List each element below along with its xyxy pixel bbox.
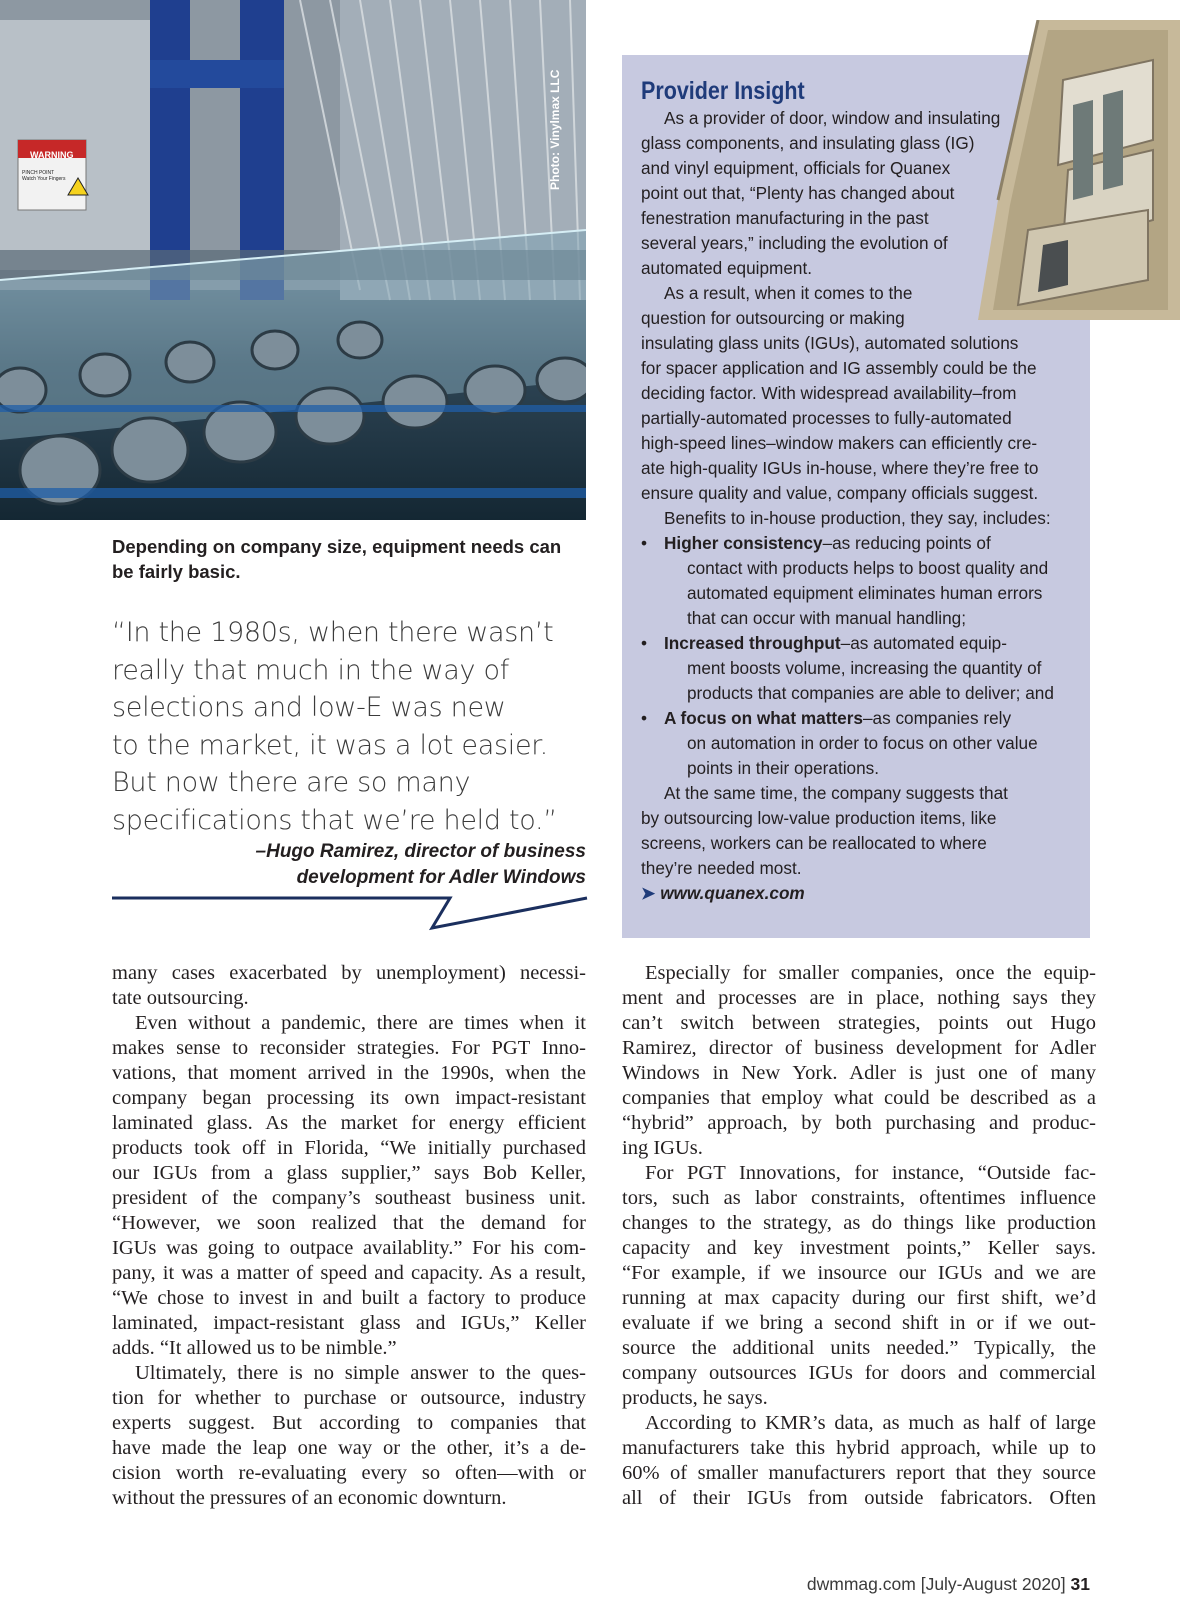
sidebar-text-line: question for outsourcing or making: [641, 308, 905, 328]
sidebar-text-line: partially-automated processes to fully-automated: [641, 408, 1012, 428]
body-text-line: laminated, impact-resistant glass and IGUs,” Keller: [112, 1312, 586, 1334]
photo-caption: Depending on company size, equipment needs can be fairly basic.: [112, 536, 562, 582]
sidebar-text-line: for spacer application and IG assembly could be the: [641, 358, 1037, 378]
body-text-line: laminated glass. As the market for energy efficient: [112, 1112, 586, 1134]
bullet-marker: •: [641, 633, 648, 653]
body-text-line: evaluate if we bring a second shift in or if we out-: [622, 1312, 1096, 1334]
benefit-bullet: [641, 631, 1079, 706]
body-text-line: manufacturers take this hybrid approach, while up to: [622, 1437, 1096, 1459]
footer-issue: [July-August 2020]: [920, 1574, 1066, 1594]
body-text-line: products took off in Florida, “We initially purchased: [112, 1137, 586, 1159]
sidebar-text-line: Benefits to in-house production, they say, includes:: [664, 508, 1051, 528]
body-text-line: president of the company’s southeast business unit.: [112, 1187, 586, 1209]
bullet-text-line: points in their operations.: [687, 758, 880, 778]
sidebar-text-line: high-speed lines–window makers can efficiently cre-: [641, 433, 1038, 453]
body-text-line: have made the leap one way or the other, it’s a de-: [112, 1437, 586, 1459]
body-text-line: companies that employ what could be described as a: [622, 1087, 1096, 1109]
body-text-line: changes to the strategy, as do things like production: [622, 1212, 1096, 1234]
sidebar-text-line: and vinyl equipment, officials for Quanex: [641, 158, 951, 178]
factory-machine-illustration: [0, 0, 586, 520]
sidebar-text-line: point out that, “Plenty has changed about: [641, 183, 955, 203]
body-text-line: “hybrid” approach, by both purchasing and produc-: [622, 1112, 1096, 1134]
body-column-left: [112, 961, 586, 1511]
warning-label: WARNING: [30, 150, 74, 160]
body-text-line: all of their IGUs from outside fabricators. Often: [622, 1487, 1096, 1509]
body-text-line: pany, it was a matter of speed and capacity. As a result,: [112, 1262, 586, 1284]
page-footer: [700, 1574, 1090, 1595]
sidebar-text-line: As a provider of door, window and insulating: [664, 108, 1001, 128]
attribution-line: –Hugo Ramirez, director of business: [255, 841, 586, 862]
bullet-text-line: products that companies are able to deliver; and: [687, 683, 1054, 703]
body-text-line: capacity and key investment points,” Keller says.: [622, 1237, 1096, 1259]
body-text-line: “We chose to invest in and built a factory to produce: [112, 1287, 586, 1309]
bullet-text: –as reducing points of: [822, 533, 991, 553]
body-text-line: company outsources IGUs for doors and commercial: [622, 1362, 1096, 1384]
quanex-link[interactable]: [641, 881, 1079, 906]
window-frame-profile-icon: [968, 20, 1180, 320]
body-text-line: can’t switch between strategies, points out Hugo: [622, 1012, 1096, 1034]
sidebar-title: Provider Insight: [641, 77, 805, 105]
pull-quote-line: specifications that we’re held to.”: [112, 804, 557, 836]
bullet-marker: •: [641, 533, 648, 553]
body-text-line: Ultimately, there is no simple answer to the ques-: [135, 1362, 586, 1384]
pull-quote-line: to the market, it was a lot easier.: [112, 729, 548, 761]
pull-quote-attribution: [180, 839, 586, 891]
bullet-heading: A focus on what matters: [664, 708, 863, 728]
bullet-text: –as automated equip-: [840, 633, 1007, 653]
body-text-line: IGUs was going to outpace availablity.” For his com-: [112, 1237, 586, 1259]
body-text-line: Ramirez, director of business development for Adler: [622, 1037, 1096, 1059]
body-text-line: ing IGUs.: [622, 1137, 703, 1159]
body-text-line: vations, that moment arrived in the 1990s, when the: [112, 1062, 586, 1084]
pull-quote-line: But now there are so many: [112, 767, 471, 798]
pull-quote-line: selections and low-E was new: [112, 692, 506, 723]
factory-photo: [0, 0, 586, 520]
body-text-line: For PGT Innovations, for instance, “Outside fac-: [645, 1162, 1096, 1184]
sidebar-text-line: fenestration manufacturing in the past: [641, 208, 929, 228]
body-text-line: many cases exacerbated by unemployment) necessi-: [112, 962, 586, 984]
benefit-bullet: [641, 706, 1079, 781]
body-text-line: tion for whether to purchase or outsource, industry: [112, 1387, 586, 1409]
bullet-text-line: on automation in order to focus on other value: [687, 733, 1038, 753]
body-text-line: Windows in New York. Adler is just one of many: [622, 1062, 1096, 1084]
body-text-line: makes sense to reconsider strategies. For PGT Inno-: [112, 1037, 586, 1059]
bullet-text-line: automated equipment eliminates human errors: [687, 583, 1043, 603]
sidebar-text-line: ensure quality and value, company officials suggest.: [641, 483, 1039, 503]
sidebar-text-line: glass components, and insulating glass (IG): [641, 133, 975, 153]
body-text-line: without the pressures of an economic downturn.: [112, 1487, 507, 1509]
sidebar-text-line: ate high-quality IGUs in-house, where they’re free to: [641, 458, 1039, 478]
sidebar-text-line: by outsourcing low-value production items, like: [641, 808, 997, 828]
body-text-line: Especially for smaller companies, once the equip-: [645, 962, 1096, 984]
speech-bubble-rule: [112, 895, 588, 935]
sidebar-text-line: screens, workers can be reallocated to where: [641, 833, 987, 853]
bullet-text-line: contact with products helps to boost quality and: [687, 558, 1049, 578]
body-text-line: cision worth re-evaluating every so often—with or: [112, 1462, 586, 1484]
bullet-text-line: that can occur with manual handling;: [687, 608, 966, 628]
photo-credit: Photo: Vinylmax LLC: [548, 69, 562, 190]
sidebar-text-line: several years,” including the evolution of: [641, 233, 948, 253]
body-text-line: experts suggest. But according to companies that: [112, 1412, 586, 1434]
bullet-text: –as companies rely: [862, 708, 1012, 728]
benefit-bullet: [641, 531, 1079, 631]
body-text-line: ment and processes are in place, nothing says they: [622, 987, 1096, 1009]
arrow-right-icon: ➤: [641, 883, 656, 903]
bullet-marker: •: [641, 708, 648, 728]
pull-quote-line: “In the 1980s, when there wasn’t: [112, 617, 554, 648]
body-text-line: 60% of smaller manufacturers report that they source: [622, 1462, 1096, 1484]
body-text-line: company began processing its own impact-resistant: [112, 1087, 586, 1109]
sidebar-text-line: automated equipment.: [641, 258, 813, 278]
sidebar-text-line: they’re needed most.: [641, 858, 802, 878]
quanex-link-text[interactable]: www.quanex.com: [660, 883, 805, 903]
body-text-line: According to KMR’s data, as much as half of large: [645, 1412, 1096, 1434]
body-text-line: running at max capacity during our first shift, we’d: [622, 1287, 1096, 1309]
body-text-line: tate outsourcing.: [112, 987, 249, 1009]
sidebar-text-line: insulating glass units (IGUs), automated solutions: [641, 333, 1019, 353]
sidebar-text-line: At the same time, the company suggests that: [664, 783, 1008, 803]
warning-text: PINCH POINT Watch Your Fingers: [22, 170, 66, 182]
body-text-line: our IGUs from a glass supplier,” says Bob Keller,: [112, 1162, 586, 1184]
pull-quote: [112, 614, 588, 839]
sidebar-text-line: As a result, when it comes to the: [664, 283, 913, 303]
bullet-heading: Higher consistency: [664, 533, 823, 553]
body-text-line: tors, such as labor constraints, oftentimes influence: [622, 1187, 1096, 1209]
body-text-line: source the additional units needed.” Typically, the: [622, 1337, 1096, 1359]
bullet-text-line: ment boosts volume, increasing the quantity of: [687, 658, 1042, 678]
body-text-line: adds. “It allowed us to be nimble.”: [112, 1337, 397, 1359]
body-column-right: [622, 961, 1096, 1511]
bullet-heading: Increased throughput: [664, 633, 841, 653]
attribution-line: development for Adler Windows: [296, 867, 586, 888]
pull-quote-line: really that much in the way of: [112, 654, 509, 686]
body-text-line: products, he says.: [622, 1387, 768, 1409]
body-text-line: Even without a pandemic, there are times when it: [135, 1012, 586, 1034]
body-text-line: “For example, if we insource our IGUs and we are: [622, 1262, 1096, 1284]
body-text-line: “However, we soon realized that the demand for: [112, 1212, 586, 1234]
page-number: 31: [1070, 1574, 1090, 1594]
footer-site: dwmmag.com: [806, 1574, 916, 1594]
sidebar-text-line: deciding factor. With widespread availability–from: [641, 383, 1017, 403]
